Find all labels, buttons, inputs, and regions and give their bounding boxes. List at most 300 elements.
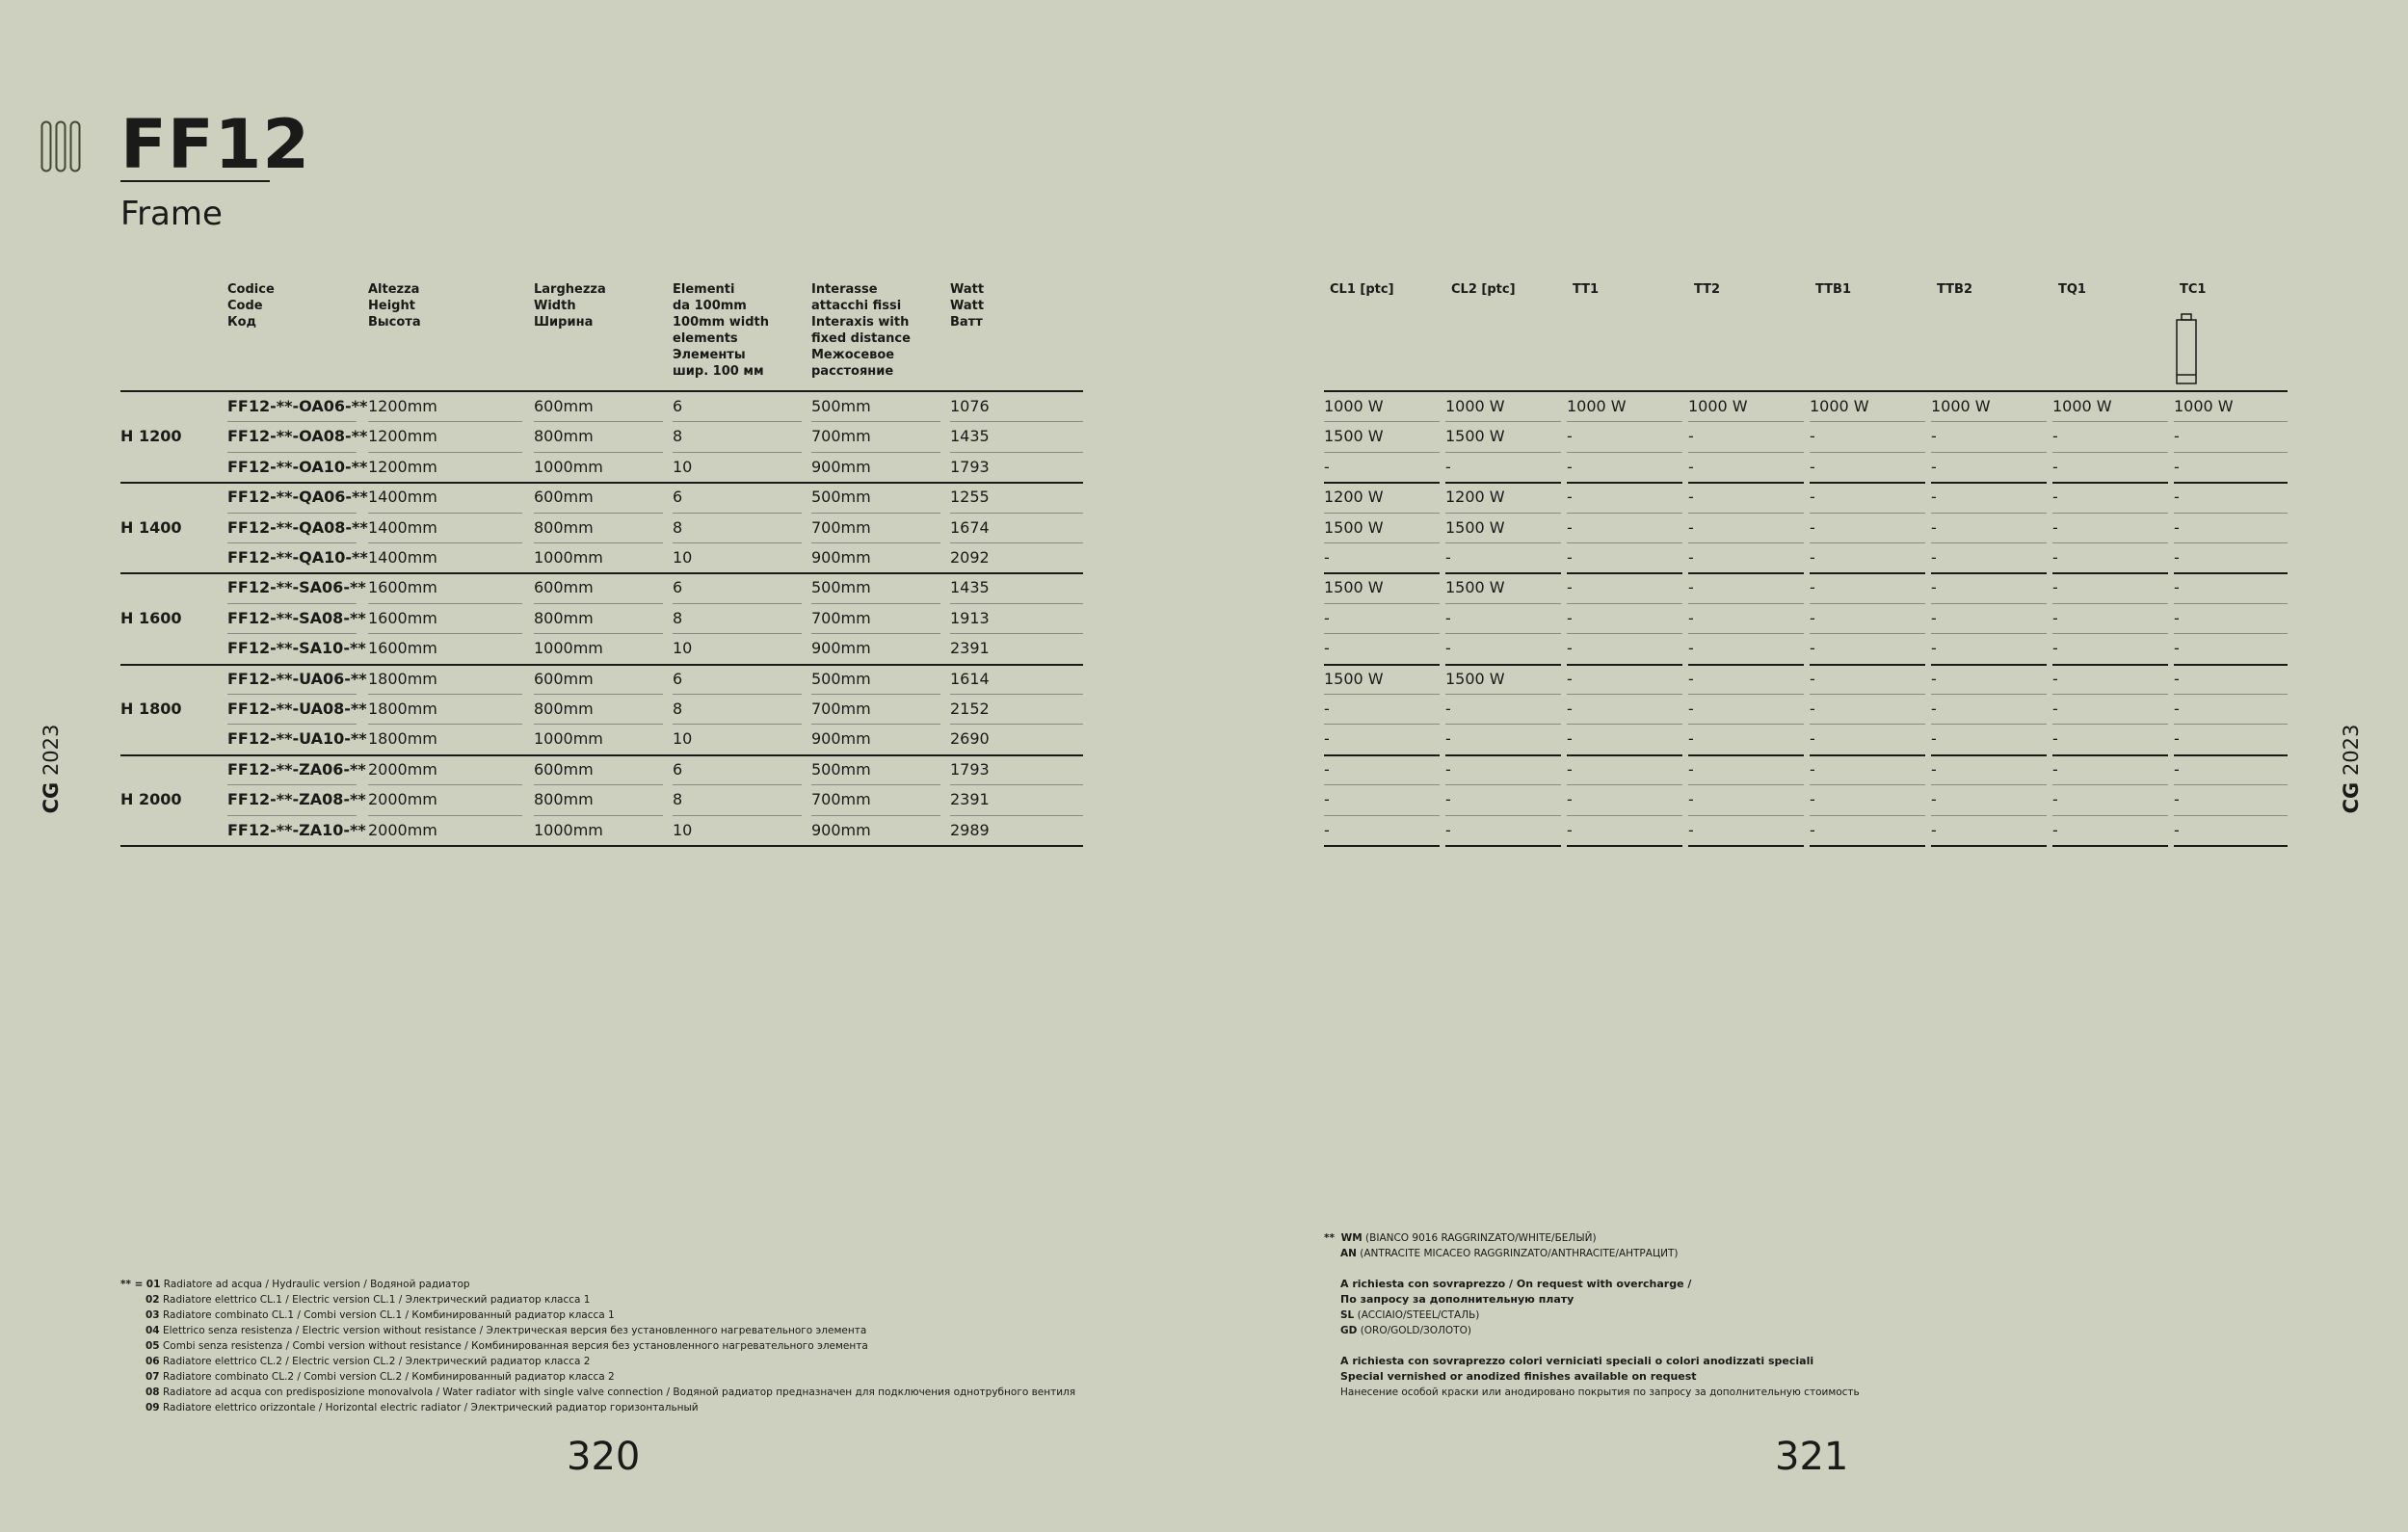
wattage-cell: - — [1567, 700, 1573, 718]
wattage-cell: - — [2174, 759, 2180, 779]
row-rule — [1324, 603, 1440, 604]
row-rule — [1810, 603, 1925, 604]
row-rule — [950, 784, 1083, 785]
row-rule — [2052, 815, 2168, 816]
wattage-cell: - — [1324, 820, 1330, 839]
product-code-title: FF12 — [120, 105, 311, 184]
row-rule — [1688, 694, 1804, 695]
table-cell: 1076 — [950, 397, 990, 415]
finish-code: SL — [1340, 1309, 1355, 1321]
table-cell: 6 — [673, 578, 683, 597]
row-rule — [1931, 724, 2047, 725]
row-rule — [2052, 603, 2168, 604]
row-rule — [368, 784, 522, 785]
finish-text: (BIANCO 9016 RAGGRINZATO/WHITE/БЕЛЫЙ) — [1365, 1232, 1597, 1244]
table-cell: 1614 — [950, 669, 990, 688]
wattage-cell: - — [1810, 820, 1815, 839]
wattage-cell: - — [1324, 790, 1330, 809]
group-rule — [1567, 664, 1682, 666]
row-rule — [534, 633, 663, 634]
group-rule — [1445, 664, 1561, 666]
footnote-prefix: ** = — [120, 1279, 144, 1290]
wattage-cell: - — [2052, 790, 2058, 809]
row-rule — [950, 542, 1083, 543]
table-cell: 1800mm — [368, 669, 437, 688]
row-rule — [673, 513, 802, 514]
page-number-right: 321 — [1775, 1435, 1849, 1479]
footnote-code: 01 — [146, 1279, 161, 1290]
row-rule — [1324, 633, 1440, 634]
row-rule — [1931, 421, 2047, 422]
group-rule — [1567, 845, 1682, 847]
product-code-cell: FF12-**-ZA10-** — [227, 820, 366, 839]
row-rule — [1688, 603, 1804, 604]
wattage-cell: - — [1810, 608, 1815, 627]
wattage-cell: - — [1567, 608, 1573, 627]
row-rule — [534, 694, 663, 695]
row-rule — [1810, 784, 1925, 785]
column-header: TTB1 — [1815, 282, 1851, 297]
group-rule — [120, 482, 1083, 484]
wattage-cell: 1000 W — [1688, 397, 1748, 415]
footnote-code: 02 — [146, 1294, 160, 1306]
column-header: CL1 [ptc] — [1330, 282, 1394, 297]
row-rule — [811, 603, 940, 604]
row-rule — [1688, 421, 1804, 422]
wattage-cell: - — [1567, 457, 1573, 476]
row-rule — [1931, 542, 2047, 543]
footnote-prefix: ** — [1324, 1232, 1335, 1244]
row-rule — [1688, 513, 1804, 514]
table-cell: 600mm — [534, 578, 594, 597]
footnote-line — [120, 1292, 1075, 1307]
footnote-code: 03 — [146, 1309, 160, 1321]
row-rule — [1324, 452, 1440, 453]
row-rule — [2174, 513, 2288, 514]
table-cell: 500mm — [811, 578, 871, 597]
wattage-cell: - — [1324, 639, 1330, 658]
wattage-cell: - — [2052, 578, 2058, 597]
wattage-cell: - — [1688, 759, 1694, 779]
row-rule — [950, 724, 1083, 725]
row-rule — [368, 603, 522, 604]
group-rule — [2174, 572, 2288, 574]
table-cell: 600mm — [534, 669, 594, 688]
footnote-line — [120, 1369, 1075, 1385]
row-rule — [811, 452, 940, 453]
wattage-cell: - — [1688, 729, 1694, 749]
wattage-cell: - — [1567, 427, 1573, 446]
wattage-cell: - — [1324, 729, 1330, 749]
row-rule — [227, 452, 357, 453]
group-rule — [1445, 572, 1561, 574]
row-rule — [1931, 513, 2047, 514]
wattage-cell: - — [1810, 548, 1815, 567]
table-cell: 2000mm — [368, 759, 437, 779]
product-code-cell: FF12-**-SA08-** — [227, 608, 366, 627]
group-rule — [120, 664, 1083, 666]
column-header: Interasse attacchi fissi Interaxis with fixed distance Межосевое расстояние — [811, 282, 911, 379]
row-rule — [1445, 513, 1561, 514]
product-code-cell: FF12-**-QA06-** — [227, 488, 368, 507]
row-rule — [2052, 421, 2168, 422]
row-rule — [1567, 421, 1682, 422]
row-rule — [1567, 542, 1682, 543]
footnote-text: Radiatore ad acqua / Hydraulic version / Водяной радиатор — [163, 1279, 470, 1290]
row-rule — [1567, 513, 1682, 514]
finish-code: AN — [1340, 1248, 1357, 1259]
wattage-cell: - — [1931, 578, 1937, 597]
table-cell: 2000mm — [368, 790, 437, 809]
table-cell: 500mm — [811, 669, 871, 688]
finish-text: (ANTRACITE MICACEO RAGGRINZATO/ANTHRACITE/АНТРАЦИТ) — [1360, 1248, 1679, 1259]
row-rule — [1810, 421, 1925, 422]
group-rule — [1688, 572, 1804, 574]
wattage-cell: - — [2052, 488, 2058, 507]
wattage-cell: - — [1688, 457, 1694, 476]
row-rule — [811, 542, 940, 543]
row-rule — [227, 815, 357, 816]
row-rule — [950, 633, 1083, 634]
column-header: Watt Watt Ватт — [950, 282, 985, 330]
overcharge-title: A richiesta con sovraprezzo / On request with overcharge / — [1340, 1278, 1692, 1290]
wattage-cell: - — [2052, 700, 2058, 718]
wattage-cell: 1000 W — [1567, 397, 1627, 415]
wattage-cell: - — [2174, 820, 2180, 839]
product-code-cell: FF12-**-QA08-** — [227, 517, 368, 537]
row-rule — [368, 633, 522, 634]
row-rule — [368, 542, 522, 543]
wattage-cell: 1500 W — [1445, 427, 1505, 446]
wattage-cell: - — [2174, 427, 2180, 446]
table-cell: 1793 — [950, 759, 990, 779]
row-rule — [534, 513, 663, 514]
table-cell: 800mm — [534, 517, 594, 537]
wattage-cell: 1000 W — [1445, 397, 1505, 415]
table-header-rule — [1324, 390, 2288, 392]
wattage-cell: 1500 W — [1324, 427, 1384, 446]
wattage-cell: - — [2174, 457, 2180, 476]
finish-code: WM — [1340, 1232, 1363, 1244]
special-finish-title-en: Special vernished or anodized finishes available on request — [1340, 1370, 1697, 1383]
group-rule — [2052, 482, 2168, 484]
table-cell: 700mm — [811, 700, 871, 718]
wattage-cell: - — [1931, 729, 1937, 749]
row-rule — [2052, 724, 2168, 725]
product-name: Frame — [120, 195, 223, 233]
group-rule — [1810, 664, 1925, 666]
wattage-cell: - — [2174, 608, 2180, 627]
wattage-cell: - — [2052, 669, 2058, 688]
finish-code: GD — [1340, 1325, 1358, 1336]
row-rule — [1567, 603, 1682, 604]
row-rule — [2052, 633, 2168, 634]
wattage-cell: - — [1445, 820, 1451, 839]
title-underline — [120, 180, 270, 182]
wattage-cell: - — [1567, 517, 1573, 537]
footnote-text: Elettrico senza resistenza / Electric version without resistance / Электрическая версия без установленного нагревательного элемента — [162, 1325, 867, 1336]
row-rule — [673, 421, 802, 422]
wattage-cell: - — [1567, 488, 1573, 507]
row-rule — [1445, 784, 1561, 785]
row-rule — [368, 694, 522, 695]
wattage-cell: - — [2052, 759, 2058, 779]
row-rule — [227, 724, 357, 725]
wattage-cell: - — [1567, 578, 1573, 597]
wattage-cell: - — [1567, 820, 1573, 839]
finish-text: (ORO/GOLD/ЗОЛОТО) — [1360, 1325, 1471, 1336]
height-group-label: H 1800 — [120, 700, 182, 718]
row-rule — [1931, 633, 2047, 634]
wattage-cell: - — [2052, 820, 2058, 839]
wattage-cell: - — [1445, 608, 1451, 627]
table-cell: 800mm — [534, 700, 594, 718]
group-rule — [1688, 664, 1804, 666]
row-rule — [1688, 633, 1804, 634]
table-cell: 1400mm — [368, 548, 437, 567]
column-header: TT1 — [1573, 282, 1600, 297]
footnote-text: Combi senza resistenza / Combi version without resistance / Комбинированная версия без установленного нагревательного элемента — [162, 1340, 868, 1352]
product-code-cell: FF12-**-ZA08-** — [227, 790, 366, 809]
row-rule — [1688, 815, 1804, 816]
table-cell: 1600mm — [368, 639, 437, 658]
row-rule — [1688, 452, 1804, 453]
left-footnotes — [120, 1277, 1075, 1415]
row-rule — [1324, 784, 1440, 785]
side-label-brand: CG — [2340, 781, 2363, 814]
wattage-cell: - — [2052, 608, 2058, 627]
footnote-text: Radiatore elettrico CL.1 / Electric version CL.1 / Электрический радиатор класса 1 — [162, 1294, 591, 1306]
group-rule — [1445, 482, 1561, 484]
table-cell: 6 — [673, 488, 683, 507]
footnote-code: 08 — [146, 1387, 160, 1398]
wattage-cell: - — [1445, 759, 1451, 779]
column-header: Codice Code Код — [227, 282, 275, 330]
footnote-code: 09 — [146, 1402, 160, 1413]
row-rule — [2174, 815, 2288, 816]
wattage-cell: - — [1688, 488, 1694, 507]
wattage-cell: 1000 W — [1324, 397, 1384, 415]
group-rule — [1445, 754, 1561, 756]
wattage-cell: - — [1810, 578, 1815, 597]
footnote-text: Radiatore elettrico orizzontale / Horizontal electric radiator / Электрический радиатор горизонтальный — [162, 1402, 699, 1413]
row-rule — [2174, 694, 2288, 695]
wattage-cell: - — [2052, 427, 2058, 446]
table-cell: 500mm — [811, 397, 871, 415]
right-footnotes — [1324, 1230, 1860, 1400]
wattage-cell: - — [2052, 548, 2058, 567]
table-cell: 10 — [673, 639, 693, 658]
wattage-cell: - — [2052, 639, 2058, 658]
row-rule — [1567, 694, 1682, 695]
row-rule — [673, 633, 802, 634]
row-rule — [1567, 633, 1682, 634]
row-rule — [227, 542, 357, 543]
column-header: CL2 [ptc] — [1451, 282, 1516, 297]
group-rule — [1567, 754, 1682, 756]
table-cell: 10 — [673, 548, 693, 567]
row-rule — [1445, 452, 1561, 453]
row-rule — [1445, 724, 1561, 725]
row-rule — [2052, 542, 2168, 543]
footnote-line — [120, 1307, 1075, 1323]
table-cell: 1255 — [950, 488, 990, 507]
side-label-year: 2023 — [2340, 724, 2363, 777]
table-cell: 8 — [673, 608, 683, 627]
footnote-line — [120, 1338, 1075, 1354]
table-cell: 800mm — [534, 608, 594, 627]
table-cell: 500mm — [811, 759, 871, 779]
footnote-code: 07 — [146, 1371, 160, 1383]
row-rule — [1810, 452, 1925, 453]
wattage-cell: - — [1688, 669, 1694, 688]
column-header: TTB2 — [1937, 282, 1972, 297]
wattage-cell: 1200 W — [1324, 488, 1384, 507]
table-cell: 700mm — [811, 608, 871, 627]
group-rule — [1810, 754, 1925, 756]
row-rule — [534, 421, 663, 422]
group-rule — [1931, 845, 2047, 847]
group-rule — [2174, 845, 2288, 847]
table-cell: 1000mm — [534, 548, 603, 567]
table-cell: 8 — [673, 517, 683, 537]
wattage-cell: - — [1688, 548, 1694, 567]
row-rule — [227, 784, 357, 785]
column-header: Altezza Height Высота — [368, 282, 421, 330]
wattage-cell: - — [2174, 729, 2180, 749]
special-finish-title: A richiesta con sovraprezzo colori verniciati speciali o colori anodizzati speciali — [1340, 1355, 1814, 1367]
row-rule — [1445, 421, 1561, 422]
table-cell: 900mm — [811, 729, 871, 749]
row-rule — [368, 513, 522, 514]
wattage-cell: - — [1931, 457, 1937, 476]
row-rule — [673, 603, 802, 604]
row-rule — [811, 633, 940, 634]
product-code-cell: FF12-**-UA06-** — [227, 669, 367, 688]
footnote-code: 05 — [146, 1340, 160, 1352]
table-cell: 1435 — [950, 427, 990, 446]
row-rule — [534, 603, 663, 604]
group-rule — [1445, 845, 1561, 847]
group-rule — [1688, 482, 1804, 484]
wattage-cell: - — [2174, 639, 2180, 658]
wattage-cell: - — [1810, 457, 1815, 476]
wattage-cell: - — [1688, 700, 1694, 718]
row-rule — [1567, 452, 1682, 453]
wattage-cell: - — [1567, 729, 1573, 749]
wattage-cell: - — [1810, 790, 1815, 809]
table-cell: 1600mm — [368, 608, 437, 627]
wattage-cell: - — [1810, 729, 1815, 749]
group-rule — [1931, 572, 2047, 574]
row-rule — [1810, 513, 1925, 514]
wattage-cell: - — [1445, 729, 1451, 749]
group-rule — [1324, 572, 1440, 574]
table-cell: 600mm — [534, 397, 594, 415]
group-rule — [1931, 664, 2047, 666]
wattage-cell: - — [2174, 700, 2180, 718]
row-rule — [2052, 784, 2168, 785]
group-rule — [1567, 572, 1682, 574]
group-rule — [1688, 754, 1804, 756]
finish-line — [1324, 1230, 1860, 1246]
row-rule — [227, 633, 357, 634]
table-cell: 600mm — [534, 488, 594, 507]
wattage-cell: - — [1324, 608, 1330, 627]
column-header: Elementi da 100mm 100mm width elements Элементы шир. 100 мм — [673, 282, 769, 379]
table-cell: 500mm — [811, 488, 871, 507]
wattage-cell: - — [1688, 639, 1694, 658]
wattage-cell: - — [1688, 427, 1694, 446]
wattage-cell: - — [2174, 548, 2180, 567]
row-rule — [1810, 633, 1925, 634]
table-cell: 1674 — [950, 517, 990, 537]
row-rule — [534, 784, 663, 785]
wattage-cell: - — [2174, 669, 2180, 688]
row-rule — [1324, 694, 1440, 695]
wattage-cell: - — [2052, 517, 2058, 537]
row-rule — [1810, 694, 1925, 695]
wattage-cell: - — [1688, 790, 1694, 809]
row-rule — [534, 452, 663, 453]
row-rule — [950, 452, 1083, 453]
row-rule — [2174, 603, 2288, 604]
row-rule — [1324, 542, 1440, 543]
product-code-cell: FF12-**-UA08-** — [227, 700, 367, 718]
column-header: TC1 — [2180, 282, 2207, 297]
group-rule — [120, 845, 1083, 847]
group-rule — [2174, 482, 2288, 484]
wattage-cell: 1000 W — [2052, 397, 2112, 415]
wattage-cell: - — [1567, 548, 1573, 567]
row-rule — [227, 603, 357, 604]
row-rule — [1445, 633, 1561, 634]
finish-line — [1324, 1246, 1860, 1261]
wattage-cell: - — [1688, 517, 1694, 537]
table-cell: 6 — [673, 759, 683, 779]
wattage-cell: - — [1931, 820, 1937, 839]
row-rule — [534, 542, 663, 543]
row-rule — [368, 421, 522, 422]
row-rule — [950, 694, 1083, 695]
wattage-cell: - — [1445, 639, 1451, 658]
row-rule — [368, 724, 522, 725]
height-group-label: H 1600 — [120, 608, 182, 627]
table-cell: 1435 — [950, 578, 990, 597]
wattage-cell: 1500 W — [1324, 517, 1384, 537]
product-code-cell: FF12-**-SA10-** — [227, 639, 366, 658]
tc1-thermostat-icon — [2175, 313, 2198, 384]
wattage-cell: - — [2052, 729, 2058, 749]
group-rule — [1810, 845, 1925, 847]
wattage-cell: - — [1688, 608, 1694, 627]
wattage-cell: - — [1688, 578, 1694, 597]
row-rule — [1810, 542, 1925, 543]
row-rule — [1931, 784, 2047, 785]
footnote-line — [120, 1323, 1075, 1338]
table-cell: 8 — [673, 700, 683, 718]
wattage-cell: - — [1810, 700, 1815, 718]
row-rule — [673, 542, 802, 543]
wattage-cell: - — [1567, 669, 1573, 688]
row-rule — [673, 724, 802, 725]
row-rule — [673, 694, 802, 695]
wattage-cell: 1000 W — [1810, 397, 1869, 415]
table-cell: 1200mm — [368, 427, 437, 446]
table-cell: 1000mm — [534, 457, 603, 476]
table-cell: 10 — [673, 457, 693, 476]
wattage-cell: - — [1931, 639, 1937, 658]
